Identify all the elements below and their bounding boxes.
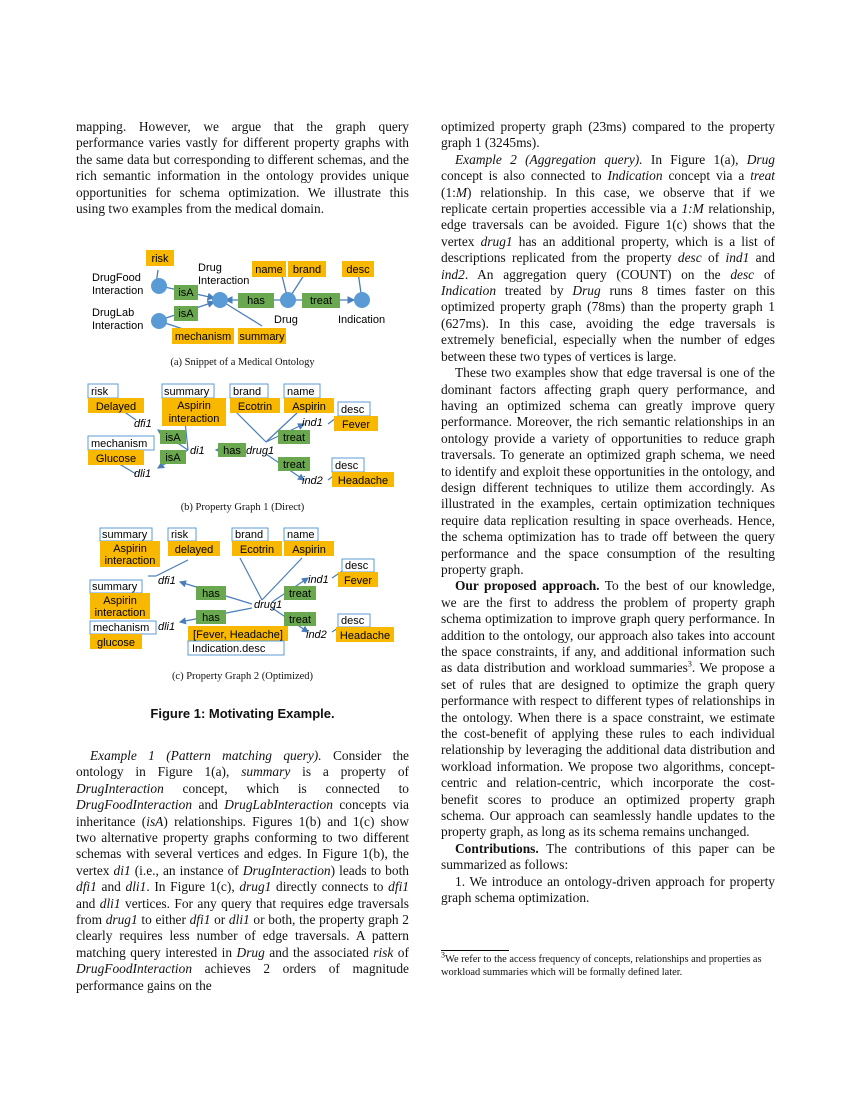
figure-1a-ontology (76, 248, 409, 348)
paragraph-example1: Example 1 (Pattern matching query). Consider the ontology in Figure 1(a), summary is a property of DrugInteraction concept, which is connected to DrugFoodInteraction and DrugLabInteraction concepts via inheritance (isA) relationships. Figures 1(b) and 1(c) show two alternative property graphs conforming to two different schemas with several vertices and edges. In Figure 1(b), the vertex di1 (i.e., an instance of DrugInteraction) leads to both dfi1 and dli1. In Figure 1(c), drug1 directly connects to dfi1 and dli1 vertices. For any query that requires edge traversals from drug1 to either dfi1 or dli1 or both, the property graph 2 clearly requires less number of edge traversals. A pattern matching query interested in Drug and the associated risk of DrugFoodInteraction achieves 2 orders of magnitude performance gains on the (76, 748, 410, 993)
footnote-text: We refer to the access frequency of concepts, relationships and properties as workload summaries which will be formally defined later. (441, 954, 762, 978)
a-dlab-l2: Interaction (92, 320, 144, 332)
c-has-1: has (202, 588, 220, 600)
b-aspirin-int-l2: interaction (168, 413, 220, 425)
b-risk: risk (91, 386, 109, 398)
b-delayed: Delayed (95, 401, 137, 413)
a-dfood-l1: DrugFood (92, 272, 141, 284)
c-aspirin-int-l2: interaction (104, 555, 156, 567)
b-glucose: Glucose (95, 453, 137, 465)
b-fever: Fever (341, 419, 371, 431)
c-drug1: drug1 (254, 599, 283, 611)
c-headache: Headache (339, 630, 391, 642)
b-dfi1: dfi1 (134, 418, 152, 430)
b-isa-2: isA (165, 452, 181, 464)
a-summary: summary (239, 331, 285, 343)
paragraph-example2: Example 2 (Aggregation query). In Figure 1(a), Drug concept is also connected to Indication concept via a treat (1:M) relationship. In this case, we observe that if we replicate certain properties accessible via a 1:M relationship, edge traversals can be avoided. Figure 1(c) shows that the vertex drug1 has an additional property, which is a list of descriptions replicated from the property desc of ind1 and ind2. An aggregation query (COUNT) on the desc of Indication treated by Drug runs 8 times faster on this optimized property graph (78ms) than the property graph 1 (627ms). In this case, avoiding the edge traversals is extremely beneficial, especially when the number of edges between these two types of vertices is large. (441, 151, 776, 364)
c-dli1: dli1 (158, 621, 176, 633)
b-treat-2: treat (282, 459, 306, 471)
a-drug-int-l1: Drug (198, 262, 222, 274)
c-risk: risk (171, 529, 189, 541)
a-indication: Indication (338, 314, 386, 326)
c-treat-1: treat (288, 588, 312, 600)
paragraph-intro-end: mapping. However, we argue that the graph query performance varies vastly for different property graphs with the same data but corresponding to different schemas, and the rich semantic information in the ontology provides unique opportunities for schema optimization. We illustrate this using two examples from the medical domain. (76, 119, 409, 217)
a-brand: brand (292, 264, 322, 276)
figure-1b-property-graph-1 (76, 382, 409, 490)
a-drug-node (280, 292, 296, 308)
figure-1c-property-graph-2 (76, 526, 409, 660)
c-treat-2: treat (288, 614, 312, 626)
a-risk: risk (151, 253, 169, 265)
a-indication-node (354, 292, 370, 308)
c-dfi1: dfi1 (158, 575, 176, 587)
a-drug-int-l2: Interaction (198, 275, 250, 287)
c-aspirin-int2-l2: interaction (94, 607, 146, 619)
contribution-item-1: 1. We introduce an ontology-driven approach for property graph schema optimization. (441, 873, 775, 906)
b-aspirin-int-l1: Aspirin (177, 400, 211, 412)
paragraph-example1-end: optimized property graph (23ms) compared to the property graph 1 (3245ms). (441, 119, 775, 151)
right-column (441, 119, 775, 907)
b-desc-1: desc (341, 404, 365, 416)
c-name: name (287, 529, 315, 541)
a-drug: Drug (274, 314, 298, 326)
c-ecotrin: Ecotrin (239, 544, 275, 556)
a-druginteraction-node (212, 292, 228, 308)
b-aspirin: Aspirin (292, 401, 326, 413)
b-mechanism: mechanism (91, 438, 148, 450)
b-di1: di1 (190, 445, 205, 457)
b-has: has (223, 445, 241, 457)
c-has-2: has (202, 612, 220, 624)
b-ind1: ind1 (302, 417, 323, 429)
left-column-top (76, 119, 409, 217)
a-has: has (247, 295, 265, 307)
c-aspirin-int-l1: Aspirin (113, 543, 147, 555)
b-isa-1: isA (165, 432, 181, 444)
footnote-divider (441, 950, 509, 951)
c-summary: summary (102, 529, 148, 541)
a-isa-1: isA (178, 287, 194, 299)
a-desc: desc (346, 264, 370, 276)
caption-1b: (b) Property Graph 1 (Direct) (180, 502, 305, 513)
c-desc-2: desc (341, 615, 365, 627)
a-dlab-l1: DrugLab (92, 307, 135, 319)
paragraph-contributions: Contributions. The contributions of this paper can be summarized as follows: (441, 840, 775, 873)
paragraph-edge-traversal: These two examples show that edge traversal is one of the dominant factors affecting graph query performance, and having an optimized schema can greatly improve query performance. Moreover, the rich semantic relationships in an ontology provide a variety of opportunities to reduce graph traversals. To generate an optimized graph schema, we need to identify and exploit these opportunities in the ontology, and design different techniques to utilize them accordingly. As illustrated in the examples, certain optimization techniques require data replication resulting in space overheads. Hence, the schema optimization has to trade off between the query performance and the space consumption of the resulting property graph. (441, 365, 775, 577)
b-ecotrin: Ecotrin (237, 401, 273, 413)
c-summary-2: summary (92, 581, 138, 593)
c-ind2: ind2 (306, 629, 327, 641)
figure-caption: Figure 1: Motivating Example. (150, 706, 335, 721)
footnote (441, 950, 775, 979)
c-brand: brand (235, 529, 264, 541)
b-desc-2: desc (335, 460, 359, 472)
c-desc-1: desc (345, 560, 369, 572)
c-glucose: glucose (97, 637, 135, 649)
b-treat-1: treat (282, 432, 306, 444)
c-delayed: delayed (174, 544, 214, 556)
left-column-example1 (76, 748, 409, 994)
b-dli1: dli1 (134, 468, 152, 480)
b-drug1: drug1 (246, 445, 275, 457)
a-mechanism: mechanism (174, 331, 232, 343)
caption-1a: (a) Snippet of a Medical Ontology (170, 357, 315, 368)
footnote-number: 3 (441, 950, 445, 960)
a-name: name (255, 264, 283, 276)
b-ind2: ind2 (302, 475, 323, 487)
caption-1c: (c) Property Graph 2 (Optimized) (171, 671, 314, 682)
b-summary: summary (164, 386, 210, 398)
c-aspirin-int2-l1: Aspirin (103, 595, 137, 607)
c-fever-headache: [Fever, Headache] (193, 629, 283, 641)
a-dfood-l2: Interaction (92, 285, 144, 297)
b-name: name (287, 386, 315, 398)
c-mechanism: mechanism (93, 622, 150, 634)
c-fever: Fever (343, 575, 373, 587)
c-indication-desc: Indication.desc (192, 643, 266, 655)
b-headache: Headache (337, 475, 389, 487)
a-dlab-node (151, 313, 167, 329)
c-ind1: ind1 (308, 574, 329, 586)
b-brand: brand (233, 386, 262, 398)
a-treat: treat (309, 295, 333, 307)
c-aspirin: Aspirin (292, 544, 326, 556)
a-isa-2: isA (178, 308, 194, 320)
paragraph-proposed-approach: Our proposed approach. To the best of our knowledge, we are the first to address the problem of property graph schema optimization to improve graph query performance. In addition to the ontology, our approach also takes into account the space constraints, if any, and additional information such as data distribution and workload summaries$^3$. We propose a set of rules that are designed to optimize the graph query performance with respect to different types of relationships in the ontology. When there is a space constraint, we estimate the cost-benefit of applying these rules to each individual relationship by leveraging the additional data distribution and workload information. We propose two algorithms, concept-centric and relation-centric, which incorporate the cost-benefit scores to produce an optimized property graph schema. Our approach can seamlessly handle updates to the property graph, as long as its schema remains unchanged. (441, 578, 775, 840)
a-dfood-node (151, 278, 167, 294)
